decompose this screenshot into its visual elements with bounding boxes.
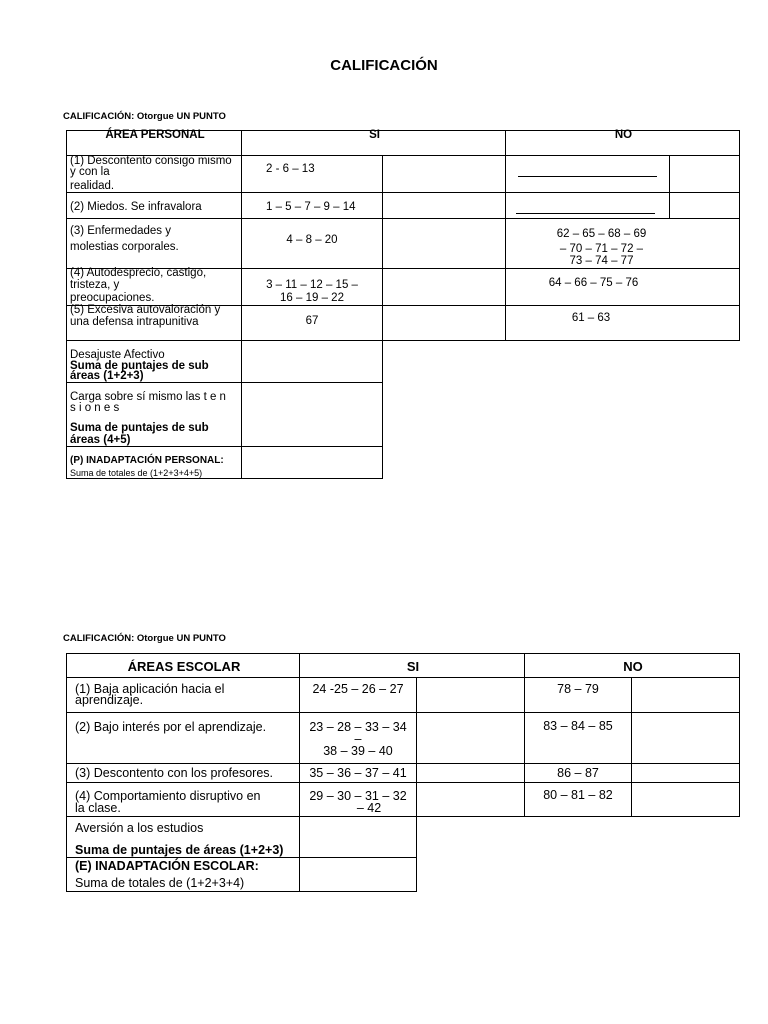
header-area-label: ÁREA PERSONAL <box>105 129 205 141</box>
row-2-no-cell <box>505 192 670 219</box>
row2-2-label-line-1: (2) Bajo interés por el aprendizaje. <box>75 720 267 734</box>
row2-4-no-values: 80 – 81 – 82 <box>543 788 613 802</box>
row2-1-no-values: 78 – 79 <box>557 682 599 696</box>
row2-3-si-values: 35 – 36 – 37 – 41 <box>309 766 407 780</box>
carga-label-line-1: Carga sobre sí mismo las t e n <box>70 391 226 403</box>
row2-1-label-line-1: (1) Baja aplicación hacia el <box>75 682 225 696</box>
row2-4-si-score-cell[interactable] <box>416 782 525 817</box>
row-3-label-line-2: molestias corporales. <box>70 241 179 253</box>
row-2-si-score-cell[interactable] <box>382 192 506 219</box>
row2-1-si-score-cell[interactable] <box>416 677 525 713</box>
row-4-label-line-2: tristeza, y <box>70 279 120 291</box>
row-3-label-line-1: (3) Enfermedades y <box>70 225 171 237</box>
row-3-no-values-line-2: – 70 – 71 – 72 – <box>559 243 644 255</box>
row2-2-no-values: 83 – 84 – 85 <box>543 719 613 733</box>
row2-2-si-values-line-2: – <box>354 732 362 746</box>
desajuste-label: Desajuste Afectivo <box>70 349 165 361</box>
row2-3-label-line-1: (3) Descontento con los profesores. <box>75 766 274 780</box>
header2-area-cell <box>66 653 300 678</box>
row-5-label-line-1: (5) Excesiva autovaloración y <box>70 304 221 316</box>
aversion-label: Aversión a los estudios <box>75 821 204 835</box>
desajuste-sum-line-1: Suma de puntajes de sub <box>70 360 209 372</box>
header2-si-cell <box>299 653 525 678</box>
row2-4-si-values-line-1: 29 – 30 – 31 – 32 <box>309 789 407 803</box>
row2-1-label-line-2: aprendizaje. <box>75 693 144 707</box>
row2-4-no-score-cell[interactable] <box>631 782 740 817</box>
row-4-label-line-3: preocupaciones. <box>70 292 155 304</box>
row-2-si-values: 1 – 5 – 7 – 9 – 14 <box>266 201 356 213</box>
header-si-label: SI <box>369 129 380 141</box>
header-no-label: NO <box>614 129 633 141</box>
aversion-score-cell[interactable] <box>299 816 417 858</box>
header2-area-label: ÁREAS ESCOLAR <box>127 659 241 674</box>
row-2-no-blank-line <box>516 213 655 214</box>
row-1-no-cell <box>505 155 670 193</box>
header2-no-label: NO <box>623 659 643 674</box>
row2-1-no-score-cell[interactable] <box>631 677 740 713</box>
row-4-label-line-1: (4) Autodesprecio, castigo, <box>70 267 207 279</box>
row-1-no-score-cell[interactable] <box>669 155 740 193</box>
row-4-si-score-cell[interactable] <box>382 268 506 306</box>
row2-3-no-score-cell[interactable] <box>631 763 740 783</box>
row2-1-si-values: 24 -25 – 26 – 27 <box>312 682 404 696</box>
row2-2-si-score-cell[interactable] <box>416 712 525 764</box>
row-5-si-values: 67 <box>305 315 319 327</box>
row-3-no-values-line-1: 62 – 65 – 68 – 69 <box>556 228 647 240</box>
inadaptacion-escolar-sum: Suma de totales de (1+2+3+4) <box>75 876 245 890</box>
carga-score-cell[interactable] <box>241 382 383 447</box>
row-1-label-line-1: (1) Descontento consigo mismo <box>70 155 232 167</box>
row-2-label-line-1: (2) Miedos. Se infravalora <box>70 201 202 213</box>
aversion-sum: Suma de puntajes de áreas (1+2+3) <box>75 843 284 857</box>
row-1-si-values: 2 - 6 – 13 <box>266 163 315 175</box>
row2-4-si-values-line-2: – 42 <box>356 801 382 815</box>
row2-4-label-line-1: (4) Comportamiento disruptivo en <box>75 789 261 803</box>
inadaptacion-escolar-label: (E) INADAPTACIÓN ESCOLAR: <box>75 859 259 873</box>
inadaptacion-escolar-score-cell[interactable] <box>299 857 417 892</box>
inadaptacion-personal-label: (P) INADAPTACIÓN PERSONAL: <box>70 455 224 466</box>
row-5-si-score-cell[interactable] <box>382 305 506 341</box>
row2-3-si-score-cell[interactable] <box>416 763 525 783</box>
row-3-no-values-line-3: 73 – 74 – 77 <box>569 255 634 267</box>
desajuste-score-cell[interactable] <box>241 340 383 383</box>
header2-no-cell <box>524 653 740 678</box>
row-5-no-values: 61 – 63 <box>571 312 611 324</box>
inadaptacion-personal-sum: Suma de totales de (1+2+3+4+5) <box>70 468 203 478</box>
carga-sum-line-1: Suma de puntajes de sub <box>70 422 209 434</box>
row2-2-si-values-line-1: 23 – 28 – 33 – 34 <box>309 720 407 734</box>
row-4-si-values-line-1: 3 – 11 – 12 – 15 – <box>266 279 358 291</box>
desajuste-sum-line-2: áreas (1+2+3) <box>70 370 144 382</box>
inadaptacion-personal-score-cell[interactable] <box>241 446 383 479</box>
header-si-cell <box>241 130 506 156</box>
row-5-label-line-2: una defensa intrapunitiva <box>70 316 199 328</box>
row-1-si-score-cell[interactable] <box>382 155 506 193</box>
row-1-label-line-2: y con la <box>70 166 110 178</box>
row-4-no-values: 64 – 66 – 75 – 76 <box>548 277 639 289</box>
row-1-no-blank-line <box>518 176 657 177</box>
row-1-label-line-3: realidad. <box>70 180 115 192</box>
page-title: CALIFICACIÓN <box>330 57 438 74</box>
row2-2-no-score-cell[interactable] <box>631 712 740 764</box>
scoring-instruction-escolar: CALIFICACIÓN: Otorgue UN PUNTO <box>63 633 226 644</box>
carga-label-line-2: s i o n e s <box>70 402 120 414</box>
row2-4-label-line-2: la clase. <box>75 801 121 815</box>
row2-3-no-values: 86 – 87 <box>557 766 599 780</box>
header-area-cell <box>66 130 242 156</box>
scoring-instruction-personal: CALIFICACIÓN: Otorgue UN PUNTO <box>63 111 226 122</box>
header2-si-label: SI <box>406 659 420 674</box>
row-4-si-values-line-2: 16 – 19 – 22 <box>280 292 344 304</box>
row-3-si-score-cell[interactable] <box>382 218 506 269</box>
carga-sum-line-2: áreas (4+5) <box>70 434 131 446</box>
row2-2-si-values-line-3: 38 – 39 – 40 <box>323 744 393 758</box>
row-3-si-values: 4 – 8 – 20 <box>286 234 338 246</box>
header-no-cell <box>505 130 740 156</box>
row-2-no-score-cell[interactable] <box>669 192 740 219</box>
